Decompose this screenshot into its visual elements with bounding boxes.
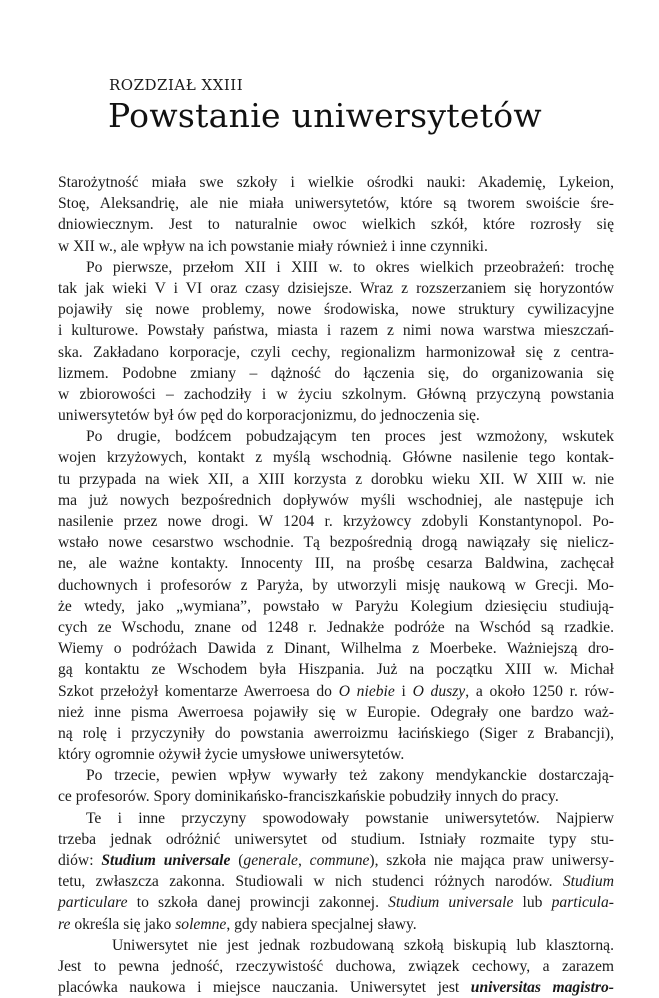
text-line bbox=[58, 808, 614, 829]
text-line bbox=[58, 320, 614, 341]
text-line bbox=[58, 935, 614, 956]
text-line bbox=[58, 914, 614, 935]
emphasis-text: Studium universale bbox=[101, 852, 231, 869]
text-segment: i kulturowe. Powstały państwa, miasta i razem z nimi nowa warstwa mieszczań- bbox=[58, 322, 614, 340]
text-segment: tetu, zwłaszcza zakonna. Studiowali w nich studenci różnych narodów. bbox=[58, 873, 563, 891]
text-segment: ce profesorów. Spory dominikańsko-franciszkańskie pobudziły innych do pracy. bbox=[58, 788, 559, 806]
text-line bbox=[58, 596, 614, 617]
text-segment: gą kontaktu ze Wschodem była Hiszpania. Już na początku XIII w. Michał bbox=[58, 661, 614, 679]
text-line bbox=[58, 850, 614, 871]
text-segment: ska. Zakładano korporacje, czyli cechy, regionalizm harmonizował się z centra- bbox=[58, 343, 614, 361]
text-segment: wstało nowe cesarstwo wschodnie. Tą bezpośrednią drogą nawiązały się nielicz- bbox=[58, 534, 614, 552]
emphasis-text: O duszy bbox=[412, 682, 466, 700]
chapter-title: Powstanie uniwersytetów bbox=[108, 96, 542, 135]
text-line bbox=[58, 490, 614, 511]
text-segment: Szkot przełożył komentarze Awerroesa do bbox=[58, 682, 339, 700]
text-line bbox=[58, 786, 614, 807]
text-segment: lub bbox=[513, 894, 552, 912]
text-line bbox=[58, 956, 614, 977]
text-line bbox=[58, 236, 614, 257]
text-segment: ), szkoła nie mająca praw uniwersy- bbox=[369, 852, 615, 869]
text-segment: diów: bbox=[58, 852, 102, 869]
emphasis-text: particula- bbox=[551, 894, 614, 912]
text-segment: tu przypada na wiek XII, a XIII korzysta z dorobku wieku XII. W XIII w. nie bbox=[58, 470, 614, 488]
emphasis-text: universitas magistro- bbox=[470, 979, 614, 997]
text-line bbox=[58, 363, 614, 384]
text-line bbox=[58, 617, 614, 638]
text-segment: cych ze Wschodu, znane od 1248 r. Jednakże podróże na Wschód są rzadkie. bbox=[58, 618, 614, 636]
text-line bbox=[58, 871, 614, 892]
text-segment: trzeba jednak odróżnić uniwersytet od studium. Istniały rozmaite typy stu- bbox=[58, 830, 614, 848]
text-segment: uniwersytetów był ów pęd do korporacjonizmu, do jednoczenia się. bbox=[58, 407, 480, 425]
emphasis-text: particulare bbox=[58, 894, 128, 912]
text-segment: , bbox=[297, 852, 310, 869]
text-line bbox=[58, 702, 614, 723]
text-line bbox=[58, 638, 614, 659]
text-segment: który ogromnie ożywił życie umysłowe uniwersytetów. bbox=[58, 746, 405, 764]
text-segment: i bbox=[394, 682, 413, 700]
text-segment: pojawiły się nowe problemy, nowe środowiska, nowe struktury cywilizacyjne bbox=[58, 301, 614, 319]
text-segment: placówka naukowa i miejsce nauczania. Uniwersytet jest bbox=[58, 979, 471, 997]
text-segment: ną rolę i przyczyniły do powstania awerroizmu łacińskiego (Siger z Brabancji), bbox=[58, 724, 614, 742]
text-segment: duchownych i profesorów z Paryża, by utworzyli misję naukową w Grecji. Mo- bbox=[58, 576, 614, 594]
text-segment: ma już nowych bezpośrednich dopływów myśli wschodniej, ale następuje ich bbox=[58, 491, 614, 509]
emphasis-text: Studium bbox=[562, 873, 614, 891]
emphasis-text: Studium universale bbox=[388, 894, 514, 912]
text-line bbox=[58, 681, 614, 702]
text-line bbox=[58, 405, 614, 426]
text-segment: Jest to pewna jedność, rzeczywistość duchowa, związek cechowy, a zarazem bbox=[58, 957, 614, 975]
text-segment: Po drugie, bodźcem pobudzającym ten proces jest wzmożony, wskutek bbox=[86, 428, 614, 446]
text-segment: dniowiecznym. Jest to naturalnie owoc wielkich szkół, które rozrosły się bbox=[58, 216, 614, 234]
emphasis-text: re bbox=[58, 915, 71, 933]
emphasis-text: solemne bbox=[175, 915, 227, 933]
text-line bbox=[58, 532, 614, 553]
text-line bbox=[58, 384, 614, 405]
text-segment: nasilenie przez nowe drogi. W 1204 r. krzyżowcy zdobyli Konstantynopol. Po- bbox=[58, 513, 614, 530]
text-line bbox=[58, 829, 614, 850]
emphasis-text: O niebie bbox=[338, 682, 395, 700]
text-line bbox=[58, 659, 614, 680]
text-segment: w zbiorowości – zachodziły i w życiu szkolnym. Główną przyczyną powstania bbox=[58, 385, 614, 403]
text-segment: , a około 1250 r. rów- bbox=[465, 682, 615, 700]
text-segment: nież inne pisma Awerroesa pojawiły się w Europie. Odegrały one bardzo waż- bbox=[58, 703, 614, 721]
text-line bbox=[58, 193, 614, 214]
chapter-label: ROZDZIAŁ XXIII bbox=[109, 76, 244, 94]
text-segment: tak jak wieki V i VI oraz czasy dzisiejsze. Wraz z rozszerzaniem się horyzontów bbox=[58, 279, 614, 297]
text-segment: Po pierwsze, przełom XII i XIII w. to okres wielkich przeobrażeń: trochę bbox=[86, 258, 614, 276]
text-segment: ( bbox=[230, 852, 244, 869]
text-line bbox=[58, 723, 614, 744]
text-segment: Starożytność miała swe szkoły i wielkie ośrodki nauki: Akademię, Lykeion, bbox=[58, 174, 614, 191]
text-segment: Uniwersytet nie jest jednak rozbudowaną szkołą biskupią lub klasztorną. bbox=[112, 936, 614, 954]
text-segment: , gdy nabiera specjalnej sławy. bbox=[226, 915, 417, 933]
text-segment: określa się jako bbox=[70, 915, 176, 933]
text-segment: w XII w., ale wpływ na ich powstanie miały również i inne czynniki. bbox=[58, 237, 488, 255]
text-segment: Te i inne przyczyny spowodowały powstanie uniwersytetów. Najpierw bbox=[86, 809, 614, 827]
text-line bbox=[58, 172, 614, 193]
text-segment: to szkoła danej prowincji zakonnej. bbox=[127, 894, 389, 912]
body-text bbox=[58, 172, 614, 998]
text-segment: Wiemy o podróżach Dawida z Dinant, Wilhelma z Moerbeke. Ważniejszą dro- bbox=[58, 640, 614, 658]
text-line bbox=[58, 299, 614, 320]
emphasis-text: generale bbox=[243, 852, 298, 869]
text-line bbox=[58, 575, 614, 596]
text-line bbox=[58, 342, 614, 363]
text-segment: lizmem. Podobne zmiany – dążność do łączenia się, do organizowania się bbox=[58, 364, 614, 382]
text-line bbox=[58, 892, 614, 913]
text-line bbox=[58, 553, 614, 574]
text-line bbox=[58, 447, 614, 468]
text-line bbox=[58, 426, 614, 447]
emphasis-text: commune bbox=[309, 852, 370, 869]
text-line bbox=[58, 765, 614, 786]
text-segment: ne, ale ważne kontakty. Innocenty III, na prośbę cesarza Baldwina, zachęcał bbox=[58, 555, 614, 573]
text-segment: wojen krzyżowych, kontakt z myślą wschodnią. Główne nasilenie tego kontak- bbox=[58, 449, 614, 467]
text-segment: Po trzecie, pewien wpływ wywarły też zakony mendykanckie dostarczają- bbox=[86, 767, 614, 785]
text-line bbox=[58, 278, 614, 299]
text-line bbox=[58, 511, 614, 532]
text-segment: że wtedy, jako „wymiana”, powstało w Paryżu Kolegium dziesięciu studiują- bbox=[58, 597, 614, 615]
text-line bbox=[58, 469, 614, 490]
text-line bbox=[58, 214, 614, 235]
text-line bbox=[58, 977, 614, 998]
text-line bbox=[58, 257, 614, 278]
text-segment: Stoę, Aleksandrię, ale nie miała uniwersytetów, które są tworem swoiście śre- bbox=[58, 195, 614, 213]
text-line bbox=[58, 744, 614, 765]
